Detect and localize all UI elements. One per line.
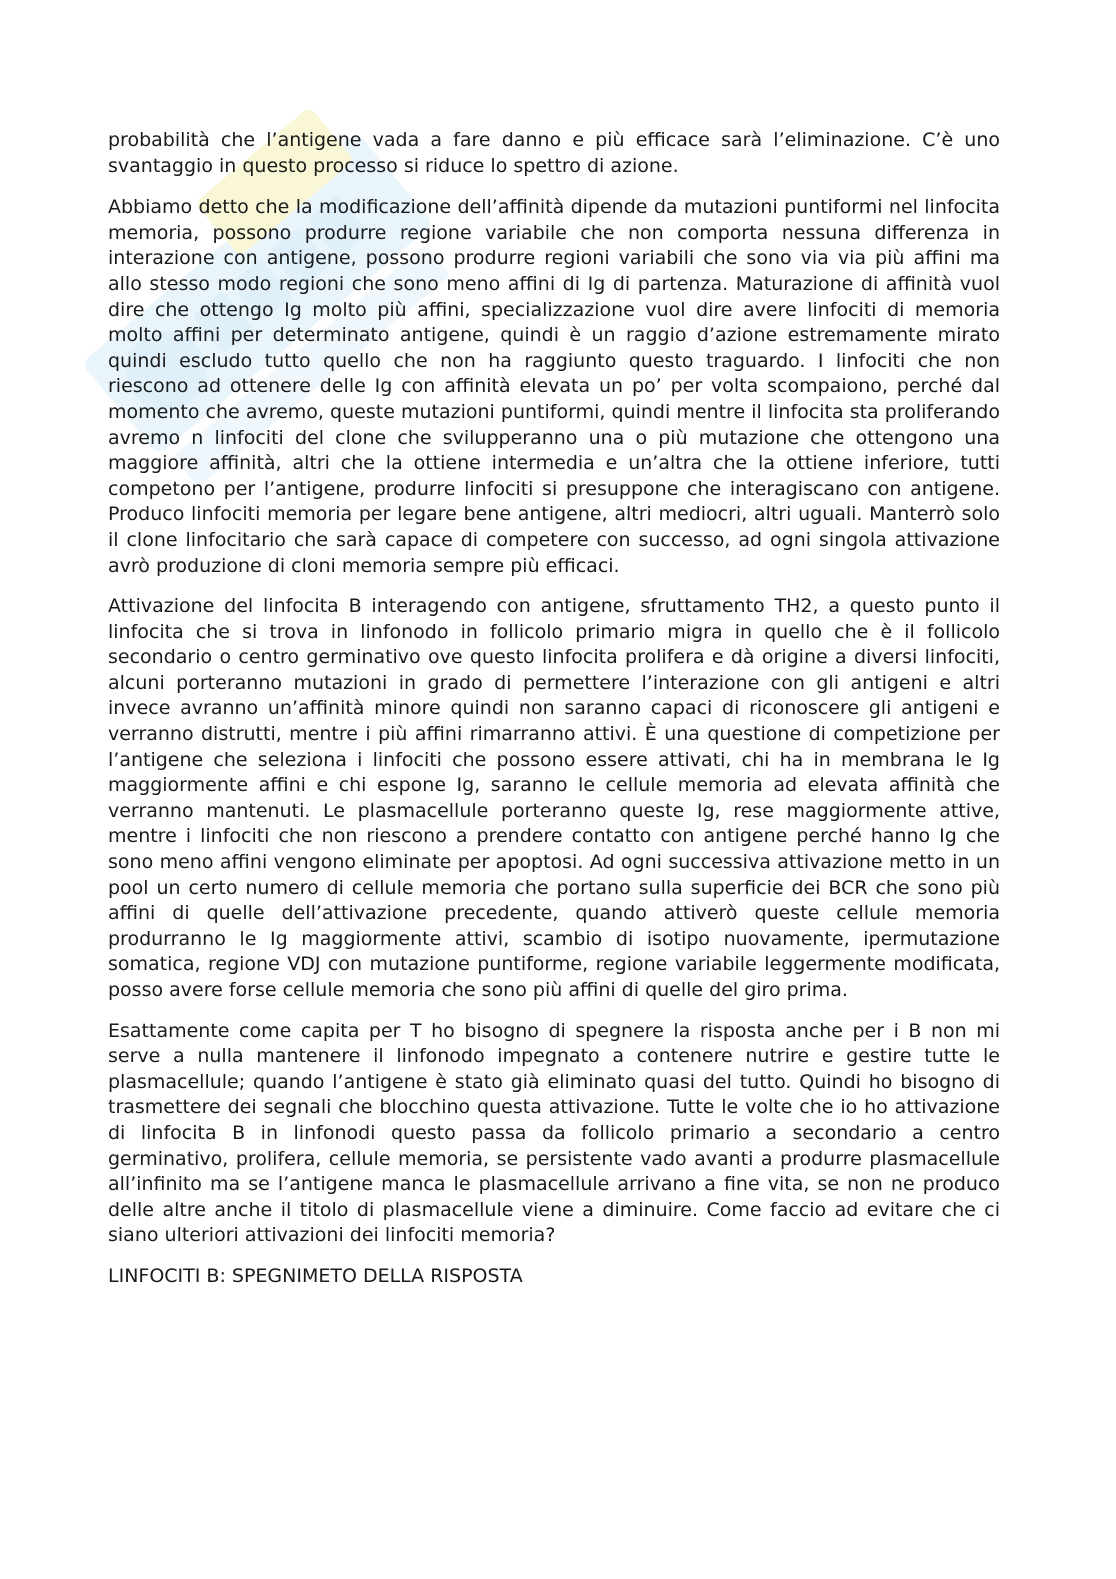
section-heading: LINFOCITI B: SPEGNIMETO DELLA RISPOSTA <box>108 1264 523 1287</box>
paragraph-2: Abbiamo detto che la modificazione dell’affinità dipende da mutazioni puntiformi nel linfocita memoria, possono produrre regione variabile che non comporta nessuna differenza in interazione con antigene, possono produrre regioni variabili che sono via via più affini ma allo stesso modo regioni che sono meno affini di Ig di partenza. Maturazione di affinità vuol dire che ottengo Ig molto più affini, specializzazione vuol dire avere linfociti di memoria molto affini per determinato antigene, quindi è un raggio d’azione estremamente mirato quindi escludo tutto quello che non ha raggiunto questo traguardo. I linfociti che non riescono ad ottenere delle Ig con affinità elevata un po’ per volta scompaiono, perché dal momento che avremo, queste mutazioni puntiformi, quindi mentre il linfocita sta proliferando avremo n linfociti del clone che svilupperanno una o più mutazione che ottengono una maggiore affinità, altri che la ottiene intermedia e un’altra che la ottiene inferiore, tutti competono per l’antigene, produrre linfociti si presuppone che interagiscano con antigene. Produco linfociti memoria per legare bene antigene, altri mediocri, altri uguali. Manterrò solo il clone linfocitario che sarà capace di competere con successo, ad ogni singola attivazione avrò produzione di cloni memoria sempre più efficaci. <box>108 196 1000 577</box>
paragraph-3: Attivazione del linfocita B interagendo con antigene, sfruttamento TH2, a questo punto il linfocita che si trova in linfonodo in follicolo primario migra in quello che è il follicolo secondario o centro germinativo ove questo linfocita prolifera e dà origine a diversi linfociti, alcuni porteranno mutazioni in grado di permettere l’interazione con gli antigeni e altri invece avranno un’affinità minore quindi non saranno capaci di riconoscere gli antigeni e verranno distrutti, mentre i più affini rimarranno attivi. È una questione di competizione per l’antigene che seleziona i linfociti che possono essere attivati, chi ha in membrana le Ig maggiormente affini e chi espone Ig, saranno le cellule memoria ad elevata affinità che verranno mantenuti. Le plasmacellule porteranno queste Ig, rese maggiormente attive, mentre i linfociti che non riescono a prendere contatto con antigene perché hanno Ig che sono meno affini vengono eliminate per apoptosi. Ad ogni successiva attivazione metto in un pool un certo numero di cellule memoria che portano sulla superficie dei BCR che sono più affini di quelle dell’attivazione precedente, quando attiverò queste cellule memoria produrranno le Ig maggiormente attivi, scambio di isotipo nuovamente, ipermutazione somatica, regione VDJ con mutazione puntiforme, regione variabile leggermente modificata, posso avere forse cellule memoria che sono più affini di quelle del giro prima. <box>108 595 1000 1001</box>
document-body <box>108 128 1000 1305</box>
watermark-text: Skuola.net <box>20 25 105 44</box>
paragraph-4: Esattamente come capita per T ho bisogno di spegnere la risposta anche per i B non mi serve a nulla mantenere il linfonodo impegnato a contenere nutrire e gestire tutte le plasmacellule; quando l’antigene è stato già eliminato quasi del tutto. Quindi ho bisogno di trasmettere dei segnali che blocchino questa attivazione. Tutte le volte che io ho attivazione di linfocita B in linfonodi questo passa da follicolo primario a secondario a centro germinativo, prolifera, cellule memoria, se persistente vado avanti a produrre plasmacellule all’infinito ma se l’antigene manca le plasmacellule arrivano a fine vita, se non ne produco delle altre anche il titolo di plasmacellule viene a diminuire. Come faccio ad evitare che ci siano ulteriori attivazioni dei linfociti memoria? <box>108 1019 1000 1247</box>
paragraph-1: probabilità che l’antigene vada a fare danno e più efficace sarà l’eliminazione. C’è uno svantaggio in questo processo si riduce lo spettro di azione. <box>108 129 1000 177</box>
